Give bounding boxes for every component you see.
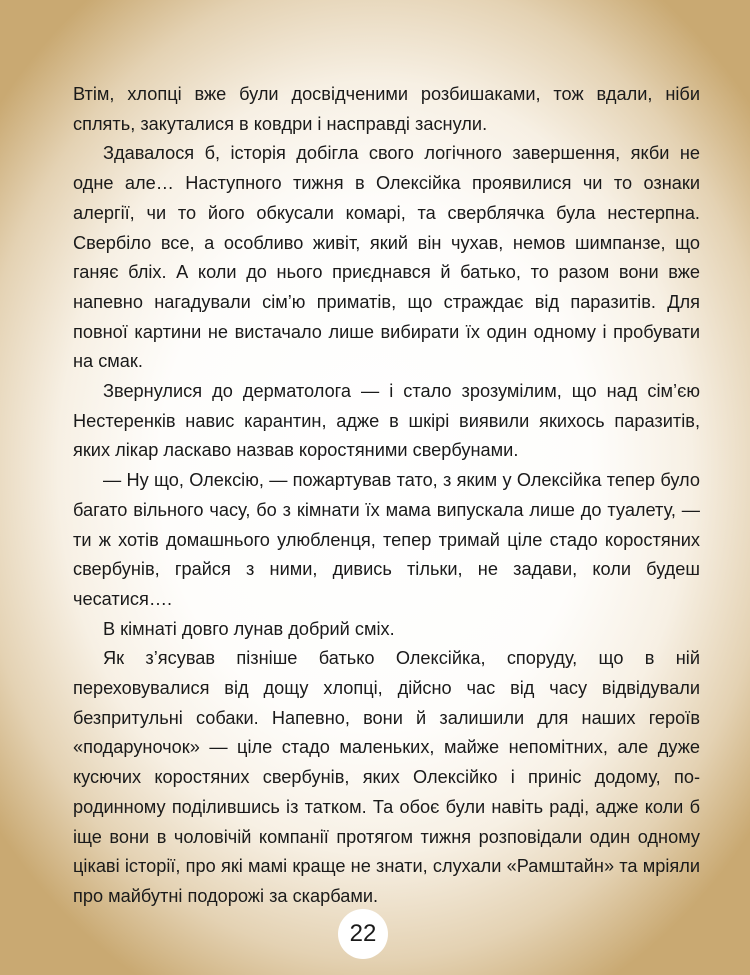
story-text	[73, 80, 700, 912]
paragraph-1: Втім, хлопці вже були досвідченими розбишаками, тож вдали, ніби сплять, закуталися в ковдри і насправді заснули.	[73, 84, 700, 134]
paragraph-4: — Ну що, Олексію, — пожартував тато, з яким у Олексійка тепер було багато вільного часу, бо з кімнати їх мама випускала лише до туалету, — ти ж хотів домашнього улюбленця, тепер тримай ціле стадо коростяних свербунів, грайся з ними, дивись тільки, не задави, коли будеш чесатися….	[73, 470, 700, 609]
paragraph-5: В кімнаті довго лунав добрий сміх.	[103, 618, 395, 639]
paragraph-2: Здавалося б, історія добігла свого логічного завершення, якби не одне але… Наступного тижня в Олексійка проявилися чи то ознаки алергії, чи то його обкусали комарі, та сверблячка була нестерпна. Свербіло все, а особливо живіт, який він чухав, немов шимпанзе, що ганяє бліх. А коли до нього приєднався й батько, то разом вони вже напевно нагадували сім’ю приматів, що страждає від паразитів. Для повної картини не вистачало лише вибирати їх один одному і пробувати на смак.	[73, 143, 700, 372]
paragraph-3: Звернулися до дерматолога — і стало зрозумілим, що над сім’єю Нестеренків навис карантин, адже в шкірі виявили якихось паразитів, яких лікар ласкаво назвав коростяними свербунами.	[73, 381, 700, 461]
paragraph-6: Як з’ясував пізніше батько Олексійка, споруду, що в ній переховувалися від дощу хлопці, дійсно час від часу відвідували безпритульні собаки. Напевно, вони й залишили для наших героїв «подаруночок» — ціле стадо маленьких, майже непомітних, але дуже кусючих коростяних свербунів, яких Олексійко і приніс додому, по-родинному поділившись із татком. Та обоє були навіть раді, адже коли б іще вони в чоловічій компанії протягом тижня розповідали один одному цікаві історії, про які мамі краще не знати, слухали «Рамштайн» та мріяли про майбутні подорожі за скарбами.	[73, 648, 700, 906]
page-number-badge	[338, 909, 388, 959]
page-number: 22	[349, 920, 377, 947]
